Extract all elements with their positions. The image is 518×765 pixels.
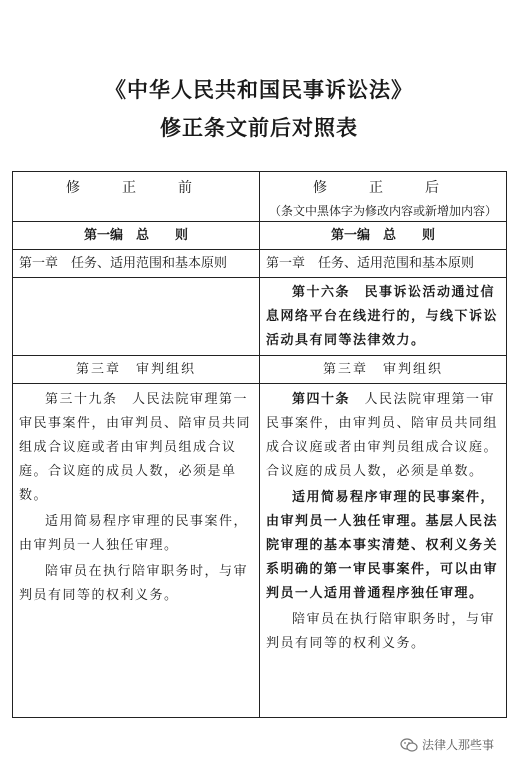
header-after-cell	[260, 172, 507, 222]
article39-before-cell	[13, 384, 260, 718]
article40-number: 第四十条	[292, 392, 351, 407]
watermark	[400, 736, 494, 753]
part1-after: 第一编 总 则	[260, 222, 507, 250]
header-after-note: （条文中黑体字为修改内容或新增加内容）	[268, 204, 497, 218]
table-row	[13, 250, 507, 278]
article40-para1-text: 人民法院审理第一审民事案件，由审判员、陪审员共同组成合议庭或者由审判员组成合议庭。合议庭的成员人数，必须是单数。	[266, 392, 499, 479]
table-row	[13, 356, 507, 384]
table-row	[13, 222, 507, 250]
chapter3-before: 第三章 审判组织	[13, 356, 260, 384]
table-row	[13, 278, 507, 356]
document-subtitle: 修正条文前后对照表	[160, 115, 358, 140]
article40-para3: 陪审员在执行陪审职务时，与审判员有同等的权利义务。	[266, 612, 496, 651]
header-after: 修 正 后	[313, 180, 453, 196]
document-title: 《中华人民共和国民事诉讼法》	[105, 77, 413, 102]
part1-before: 第一编 总 则	[13, 222, 260, 250]
watermark-text: 法律人那些事	[422, 738, 495, 752]
table-header-row	[13, 172, 507, 222]
comparison-table	[12, 171, 507, 718]
article39-para3: 陪审员在执行陪审职务时，与审判员有同等的权利义务。	[19, 564, 249, 603]
article16-before	[13, 278, 260, 356]
article39-para1: 第三十九条 人民法院审理第一审民事案件，由审判员、陪审员共同组成合议庭或者由审判员组成合议庭。合议庭的成员人数，必须是单数。	[19, 392, 252, 503]
chapter3-after: 第三章 审判组织	[260, 356, 507, 384]
article40-after-cell	[260, 384, 507, 718]
header-before: 修 正 前	[66, 180, 206, 196]
chapter1-before: 第一章 任务、适用范围和基本原则	[13, 250, 260, 278]
article39-para2: 适用简易程序审理的民事案件，由审判员一人独任审理。	[19, 514, 249, 553]
wechat-icon	[400, 738, 418, 752]
table-row	[13, 384, 507, 718]
article16-after-cell	[260, 278, 507, 356]
article40-para1	[266, 388, 500, 484]
chapter1-after: 第一章 任务、适用范围和基本原则	[260, 250, 507, 278]
article16-after: 第十六条 民事诉讼活动通过信息网络平台在线进行的，与线下诉讼活动具有同等法律效力。	[266, 285, 499, 348]
article40-para2: 适用简易程序审理的民事案件，由审判员一人独任审理。基层人民法院审理的基本事实清楚、权利义务关系明确的第一审民事案件，可以由审判员一人适用普通程序独任审理。	[266, 490, 499, 601]
header-before-cell	[13, 172, 260, 222]
